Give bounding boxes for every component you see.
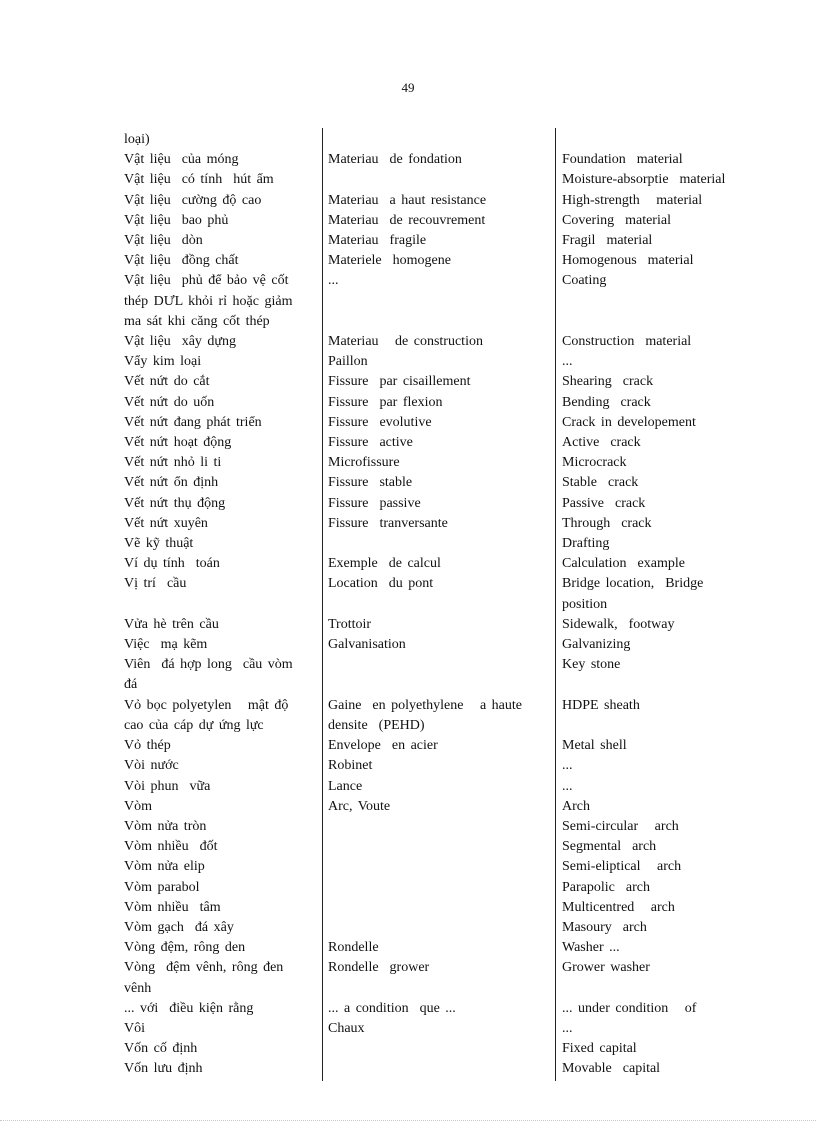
glossary-row — [124, 837, 804, 857]
glossary-row — [124, 251, 804, 271]
french-term: ... a condition que ... — [328, 1000, 456, 1016]
glossary-row — [124, 271, 804, 332]
vietnamese-term: Vòm nửa elip — [124, 859, 205, 875]
english-term: Homogenous material — [562, 253, 694, 269]
english-term: ... — [562, 1020, 573, 1036]
vietnamese-term: Vòi phun vữa — [124, 778, 211, 794]
glossary-row — [124, 756, 804, 776]
glossary-row — [124, 372, 804, 392]
glossary-row — [124, 574, 804, 614]
french-term: Fissure par flexion — [328, 394, 443, 410]
english-term: Segmental arch — [562, 839, 657, 855]
english-term: Semi-eliptical arch — [562, 859, 682, 875]
vietnamese-term: Vòm — [124, 798, 152, 814]
vietnamese-term: Vết nứt thụ động — [124, 495, 226, 511]
french-term: Lance — [328, 778, 363, 794]
french-term: Materiau de construction — [328, 334, 483, 350]
french-term: Materiele homogene — [328, 253, 451, 269]
glossary-row — [124, 655, 804, 695]
glossary-row — [124, 736, 804, 756]
english-term: Calculation example — [562, 556, 685, 572]
vietnamese-term: Vòi nước — [124, 758, 179, 774]
glossary-row — [124, 797, 804, 817]
glossary-row — [124, 1059, 804, 1079]
glossary-row — [124, 1039, 804, 1059]
vietnamese-term: Vết nứt xuyên — [124, 515, 208, 531]
vietnamese-term: Vết nứt nhỏ li ti — [124, 455, 222, 471]
vietnamese-term: Việc mạ kẽm — [124, 637, 208, 653]
english-term: Arch — [562, 798, 590, 814]
vietnamese-term: Vôi — [124, 1020, 145, 1036]
glossary-row — [124, 958, 804, 998]
page-number: 49 — [401, 80, 415, 95]
vietnamese-term: Vòng đệm, rông den — [124, 940, 246, 956]
english-term: Galvanizing — [562, 637, 631, 653]
english-term: Coating — [562, 273, 607, 289]
french-term: Fissure evolutive — [328, 414, 432, 430]
english-term: Stable crack — [562, 475, 639, 491]
vietnamese-term: Vòm gạch đá xây — [124, 919, 234, 935]
vietnamese-term: Vòng đệm vênh, rông đen vênh — [124, 960, 284, 996]
french-term: Rondelle — [328, 940, 379, 956]
glossary-row — [124, 191, 804, 211]
english-term: Drafting — [562, 536, 610, 552]
glossary-row — [124, 878, 804, 898]
french-term: Gaine en polyethylene a haute densite (PEHD) — [328, 697, 522, 733]
english-term: Washer ... — [562, 940, 620, 956]
glossary-row — [124, 534, 804, 554]
english-term: Through crack — [562, 515, 652, 531]
french-term: Envelope en acier — [328, 738, 438, 754]
vietnamese-term: Vết nứt đang phát triển — [124, 414, 262, 430]
french-term: Fissure passive — [328, 495, 421, 511]
glossary-row — [124, 514, 804, 534]
french-term: Fissure stable — [328, 475, 413, 491]
glossary-row — [124, 615, 804, 635]
french-term: Materiau a haut resistance — [328, 192, 487, 208]
vietnamese-term: Vật liệu cường độ cao — [124, 192, 262, 208]
french-term: ... — [328, 273, 339, 289]
glossary-row — [124, 1019, 804, 1039]
glossary-row — [124, 554, 804, 574]
vietnamese-term: Vỏ thép — [124, 738, 171, 754]
glossary-row — [124, 777, 804, 797]
vietnamese-term: Viên đá hợp long cầu vòm đá — [124, 657, 293, 693]
english-term: Passive crack — [562, 495, 646, 511]
glossary-row — [124, 150, 804, 170]
english-term: Masoury arch — [562, 919, 647, 935]
english-term: Shearing crack — [562, 374, 654, 390]
vietnamese-term: Vị trí cầu — [124, 576, 187, 592]
english-term: High-strength material — [562, 192, 703, 208]
glossary-row — [124, 817, 804, 837]
french-term: Microfissure — [328, 455, 400, 471]
glossary-row — [124, 433, 804, 453]
vietnamese-term: Vật liệu xây dựng — [124, 334, 237, 350]
english-term: ... — [562, 354, 573, 370]
vietnamese-term: Vật liệu bao phủ — [124, 212, 229, 228]
french-term: Fissure active — [328, 435, 413, 451]
glossary-row — [124, 332, 804, 352]
glossary-row — [124, 473, 804, 493]
french-term: Fissure tranversante — [328, 515, 448, 531]
vietnamese-term: Ví dụ tính toán — [124, 556, 220, 572]
french-term: Materiau fragile — [328, 233, 427, 249]
english-term: Parapolic arch — [562, 879, 650, 895]
vietnamese-term: Vật liệu của móng — [124, 152, 239, 168]
english-term: Bending crack — [562, 394, 651, 410]
glossary-table — [124, 130, 804, 1080]
vietnamese-term: Vật liệu phủ để bảo vệ cốt thép DƯL khỏi rỉ hoặc giảm ma sát khi căng cốt thép — [124, 273, 293, 329]
vietnamese-term: Vẽ kỹ thuật — [124, 536, 194, 552]
english-term: Moisture-absorptie material — [562, 172, 726, 188]
english-term: Crack in developement — [562, 414, 696, 430]
english-term: ... under condition of — [562, 1000, 697, 1016]
glossary-row — [124, 413, 804, 433]
glossary-row — [124, 635, 804, 655]
glossary-row — [124, 352, 804, 372]
english-term: Movable capital — [562, 1061, 661, 1077]
glossary-row — [124, 696, 804, 736]
vietnamese-term: Vật liệu dòn — [124, 233, 203, 249]
glossary-row — [124, 898, 804, 918]
vietnamese-term: Vòm nhiều đốt — [124, 839, 218, 855]
english-term: Foundation material — [562, 152, 683, 168]
vietnamese-term: Vẩy kim loại — [124, 354, 202, 370]
glossary-row — [124, 130, 804, 150]
english-term: Microcrack — [562, 455, 627, 471]
glossary-row — [124, 918, 804, 938]
vietnamese-term: Vật liệu đồng chất — [124, 253, 239, 269]
english-term: Sidewalk, footway — [562, 616, 675, 632]
english-term: ... — [562, 778, 573, 794]
french-term: Chaux — [328, 1020, 365, 1036]
english-term: Covering material — [562, 212, 671, 228]
vietnamese-term: Vết nứt do uốn — [124, 394, 215, 410]
vietnamese-term: Vết nứt hoạt động — [124, 435, 232, 451]
english-term: Active crack — [562, 435, 641, 451]
english-term: Semi-circular arch — [562, 818, 679, 834]
glossary-row — [124, 999, 804, 1019]
french-term: Trottoir — [328, 616, 372, 632]
glossary-row — [124, 857, 804, 877]
english-term: Construction material — [562, 334, 692, 350]
french-term: Galvanisation — [328, 637, 406, 653]
glossary-row — [124, 393, 804, 413]
french-term: Materiau de fondation — [328, 152, 462, 168]
english-term: Metal shell — [562, 738, 627, 754]
english-term: Bridge location, Bridge position — [562, 576, 704, 612]
glossary-row — [124, 231, 804, 251]
vietnamese-term: Vòm nhiều tâm — [124, 899, 221, 915]
vietnamese-term: Vỏ bọc polyetylen mật độ cao của cáp dự ứng lực — [124, 697, 289, 733]
english-term: Fragil material — [562, 233, 653, 249]
glossary-row — [124, 453, 804, 473]
french-term: Rondelle grower — [328, 960, 430, 976]
vietnamese-term: Vòm nửa tròn — [124, 818, 207, 834]
bottom-divider — [0, 1120, 816, 1121]
english-term: Grower washer — [562, 960, 650, 976]
french-term: Materiau de recouvrement — [328, 212, 486, 228]
vietnamese-term: Vết nứt do cắt — [124, 374, 210, 390]
vietnamese-term: Vốn cố định — [124, 1041, 198, 1057]
vietnamese-term: Vửa hè trên cầu — [124, 616, 219, 632]
glossary-row — [124, 938, 804, 958]
vietnamese-term: Vòm parabol — [124, 879, 200, 895]
vietnamese-term: Vốn lưu định — [124, 1061, 203, 1077]
english-term: Fixed capital — [562, 1041, 637, 1057]
french-term: Location du pont — [328, 576, 434, 592]
french-term: Paillon — [328, 354, 368, 370]
vietnamese-term: loại) — [124, 132, 150, 147]
french-term: Fissure par cisaillement — [328, 374, 471, 390]
french-term: Exemple de calcul — [328, 556, 441, 572]
vietnamese-term: Vết nứt ổn định — [124, 475, 219, 491]
glossary-row — [124, 494, 804, 514]
english-term: Multicentred arch — [562, 899, 675, 915]
english-term: HDPE sheath — [562, 697, 640, 713]
glossary-row — [124, 170, 804, 190]
english-term: Key stone — [562, 657, 621, 673]
english-term: ... — [562, 758, 573, 774]
vietnamese-term: ... với điều kiện rằng — [124, 1000, 254, 1016]
french-term: Robinet — [328, 758, 373, 774]
vietnamese-term: Vật liệu có tính hút ẩm — [124, 172, 274, 188]
french-term: Arc, Voute — [328, 798, 391, 814]
glossary-row — [124, 211, 804, 231]
